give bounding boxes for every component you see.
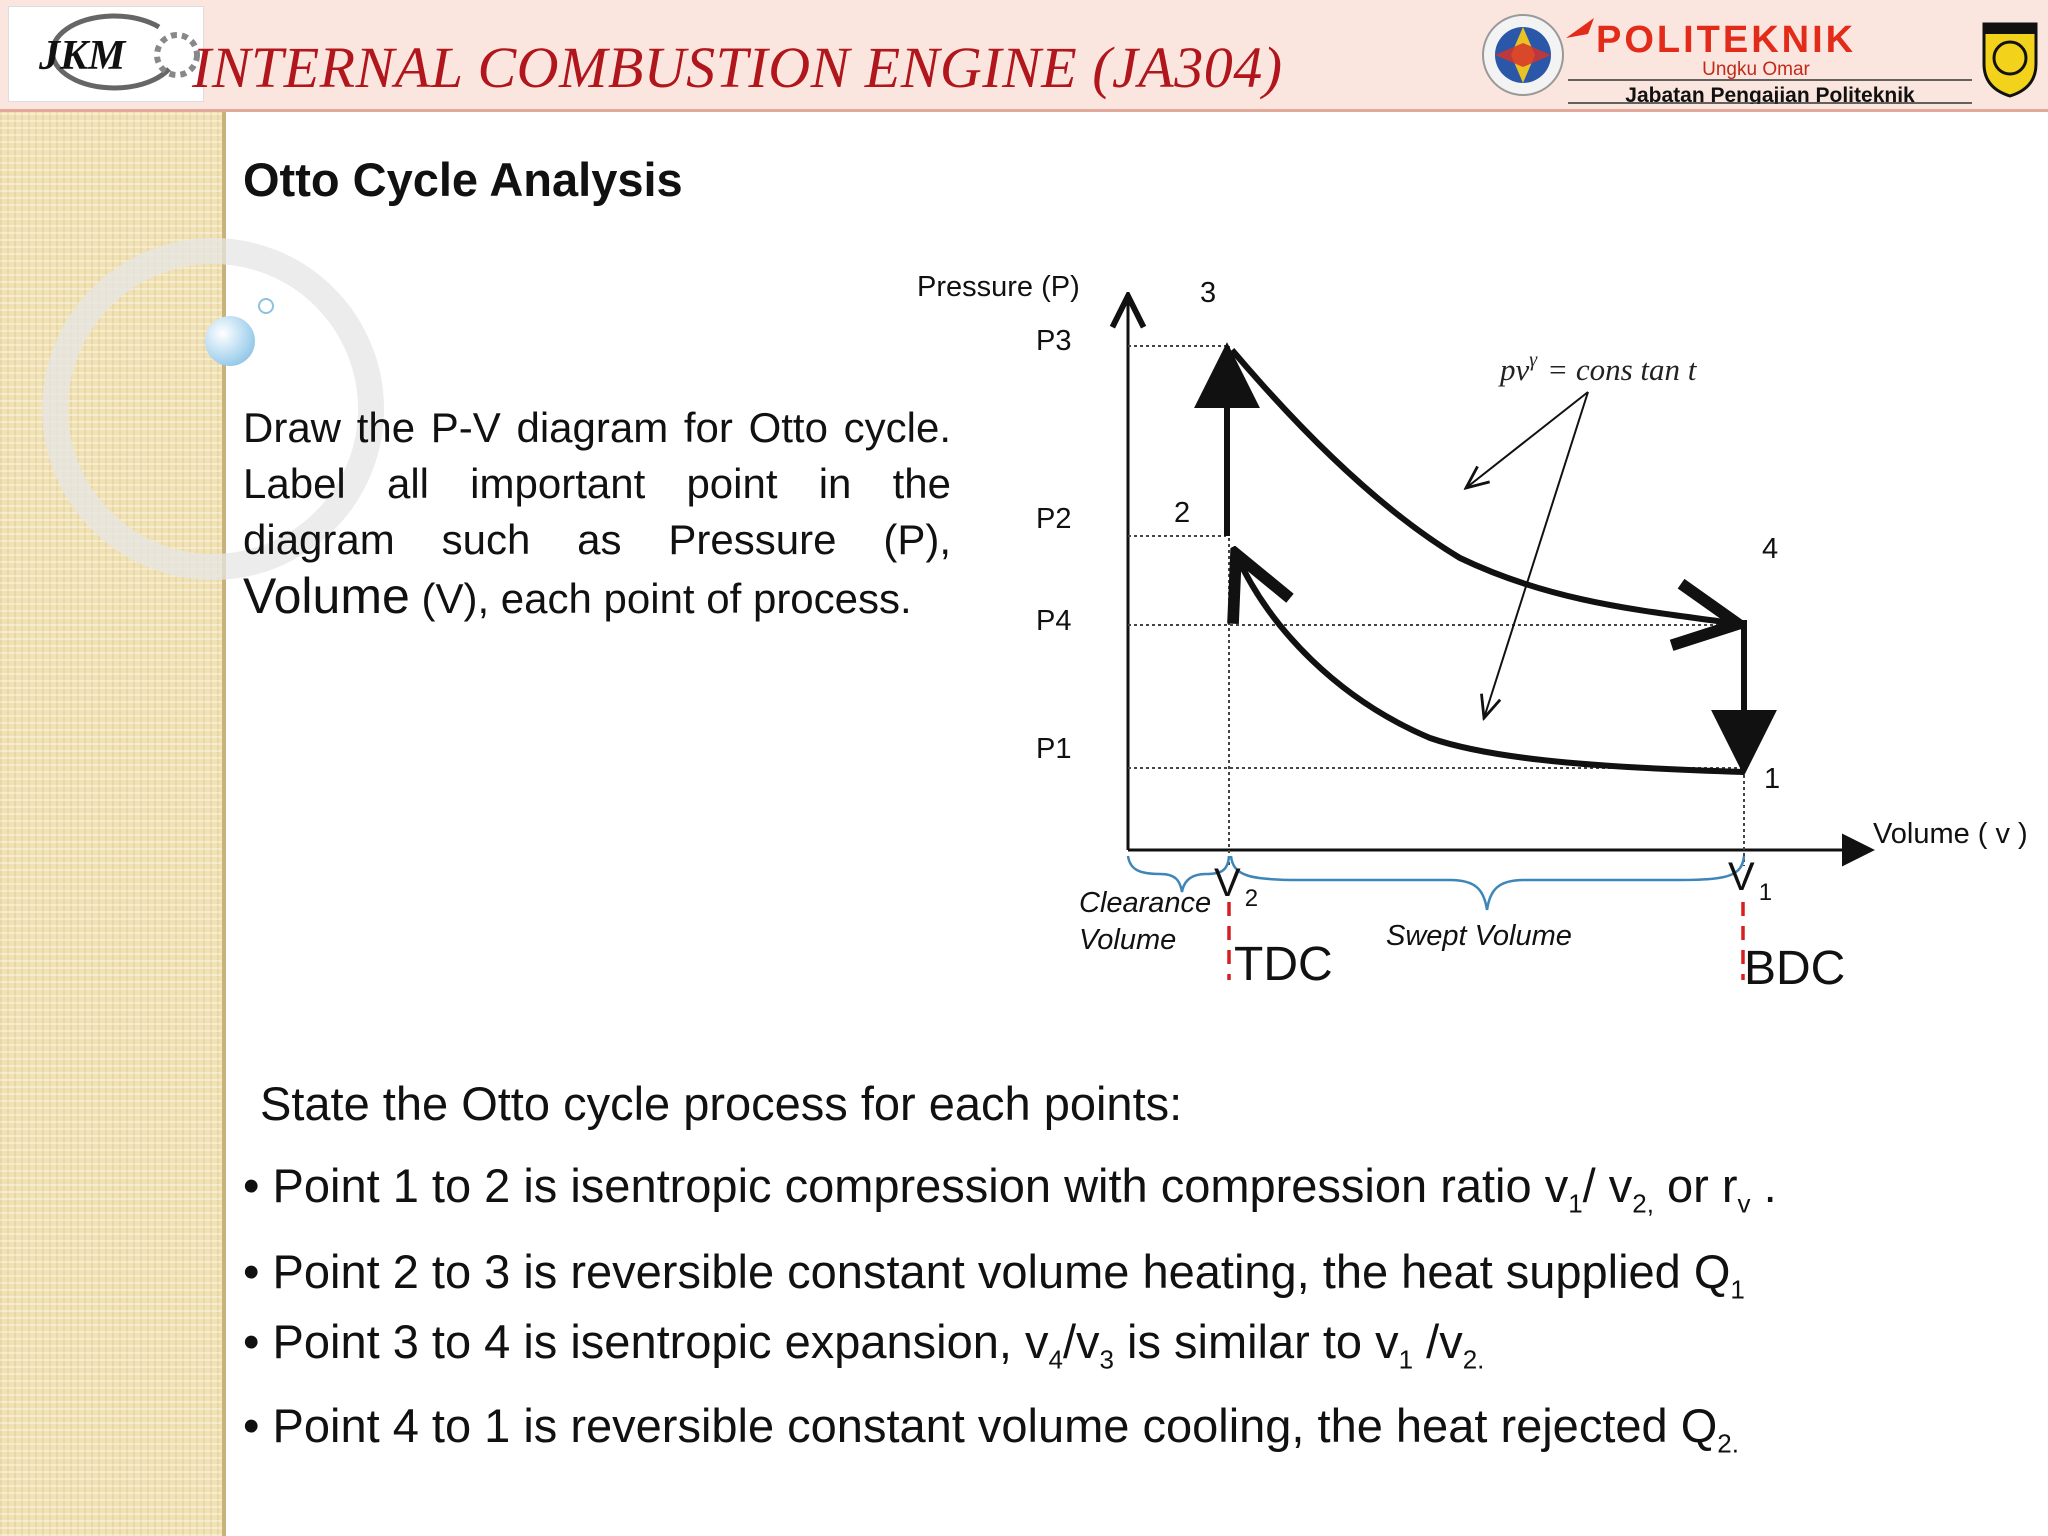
- bullet-3-sub-4: 2.: [1462, 1344, 1485, 1375]
- pressure-label-p3: P3: [1036, 325, 1072, 357]
- bullet-dot: •: [243, 1159, 260, 1212]
- politeknik-sub: Ungku Omar: [1702, 59, 1810, 80]
- v1-label: [1728, 855, 1772, 906]
- point-label-2: 2: [1174, 497, 1191, 529]
- bullet-dot: •: [243, 1245, 260, 1298]
- bullet-3-mid: /v: [1062, 1315, 1100, 1368]
- v1-subscript: 1: [1758, 879, 1773, 906]
- question-part1: Draw the P-V diagram for Otto cycle. Label all important point in the diagram such as Pressure (P),: [243, 404, 951, 563]
- jkm-logo-text: JKM: [39, 33, 126, 79]
- v2-label: [1214, 861, 1258, 912]
- pressure-label-p2: P2: [1036, 503, 1072, 535]
- bullet-3-text: Point 3 to 4 is isentropic expansion, v: [272, 1315, 1049, 1368]
- process-title: State the Otto cycle process for each points:: [260, 1077, 1183, 1130]
- course-title: INTERNAL COMBUSTION ENGINE (JA304): [192, 35, 1283, 100]
- bullet-1-sub-1: 1: [1568, 1188, 1583, 1219]
- point-label-4: 4: [1762, 533, 1779, 565]
- politeknik-name: POLITEKNIK: [1596, 19, 1857, 61]
- bullet-3-mid3: /v: [1413, 1315, 1463, 1368]
- bullet-3-sub-2: 3: [1099, 1344, 1114, 1375]
- process-bullet-1: [243, 1158, 1777, 1219]
- bullet-4-sub-1: 2.: [1717, 1428, 1739, 1459]
- bullet-3-mid2: is similar to v: [1113, 1315, 1399, 1368]
- bullet-1-end: .: [1750, 1159, 1777, 1212]
- clearance-label-line2: Volume: [1079, 924, 1177, 956]
- isentropic-expansion-curve: [1232, 350, 1738, 624]
- question-part2: (V), each point of process.: [421, 575, 912, 622]
- politeknik-dept: Jabatan Pengajian Politeknik: [1625, 84, 1915, 104]
- process-bullet-3: [243, 1314, 1484, 1375]
- bullet-1-sub-2: 2,: [1632, 1188, 1654, 1219]
- pressure-label-p4: P4: [1036, 605, 1072, 637]
- x-axis-label: Volume ( v ): [1873, 818, 2028, 850]
- isentropic-compression-curve: [1236, 554, 1744, 772]
- bdc-label: BDC: [1744, 942, 1846, 995]
- bullet-2-sub-1: 1: [1730, 1274, 1745, 1305]
- pressure-label-p1: P1: [1036, 733, 1072, 765]
- formula-rest: = cons tan t: [1547, 352, 1697, 387]
- formula-arrow-compression: [1484, 392, 1588, 718]
- y-axis-label: Pressure (P): [917, 271, 1080, 303]
- swept-volume-label: Swept Volume: [1386, 920, 1572, 952]
- v2-subscript: 2: [1244, 885, 1259, 912]
- bullet-4-text: Point 4 to 1 is reversible constant volume cooling, the heat rejected Q: [272, 1399, 1718, 1452]
- formula-exponent: γ: [1529, 349, 1538, 371]
- v1-letter: V: [1728, 855, 1755, 899]
- formula-base: pv: [1500, 352, 1530, 387]
- bullet-dot: •: [243, 1399, 260, 1452]
- bullet-1-tail: or r: [1653, 1159, 1738, 1212]
- process-bullet-2: [243, 1244, 1745, 1305]
- swept-volume-brace: [1231, 856, 1744, 910]
- process-bullet-4: [243, 1398, 1739, 1459]
- formula-arrow-expansion: [1466, 392, 1588, 488]
- bullet-1-sub-3: v: [1737, 1188, 1751, 1219]
- slide-title: Otto Cycle Analysis: [243, 153, 683, 206]
- bullet-dot: •: [243, 1315, 260, 1368]
- bullet-1-text: Point 1 to 2 is isentropic compression with compression ratio v: [272, 1159, 1569, 1212]
- bullet-2-text: Point 2 to 3 is reversible constant volume heating, the heat supplied Q: [272, 1245, 1731, 1298]
- v2-letter: V: [1214, 861, 1241, 905]
- question-volume-word: Volume: [243, 568, 410, 624]
- formula-pv: [1498, 349, 1698, 387]
- point-label-3: 3: [1200, 277, 1217, 309]
- clearance-label-line1: Clearance: [1079, 887, 1212, 919]
- bullet-3-sub-1: 4: [1048, 1344, 1063, 1375]
- reference-lines: [1128, 346, 1744, 866]
- bullet-1-mid: / v: [1582, 1159, 1633, 1212]
- bullet-3-sub-3: 1: [1398, 1344, 1414, 1375]
- point-label-1: 1: [1764, 763, 1781, 795]
- tdc-label: TDC: [1234, 938, 1333, 991]
